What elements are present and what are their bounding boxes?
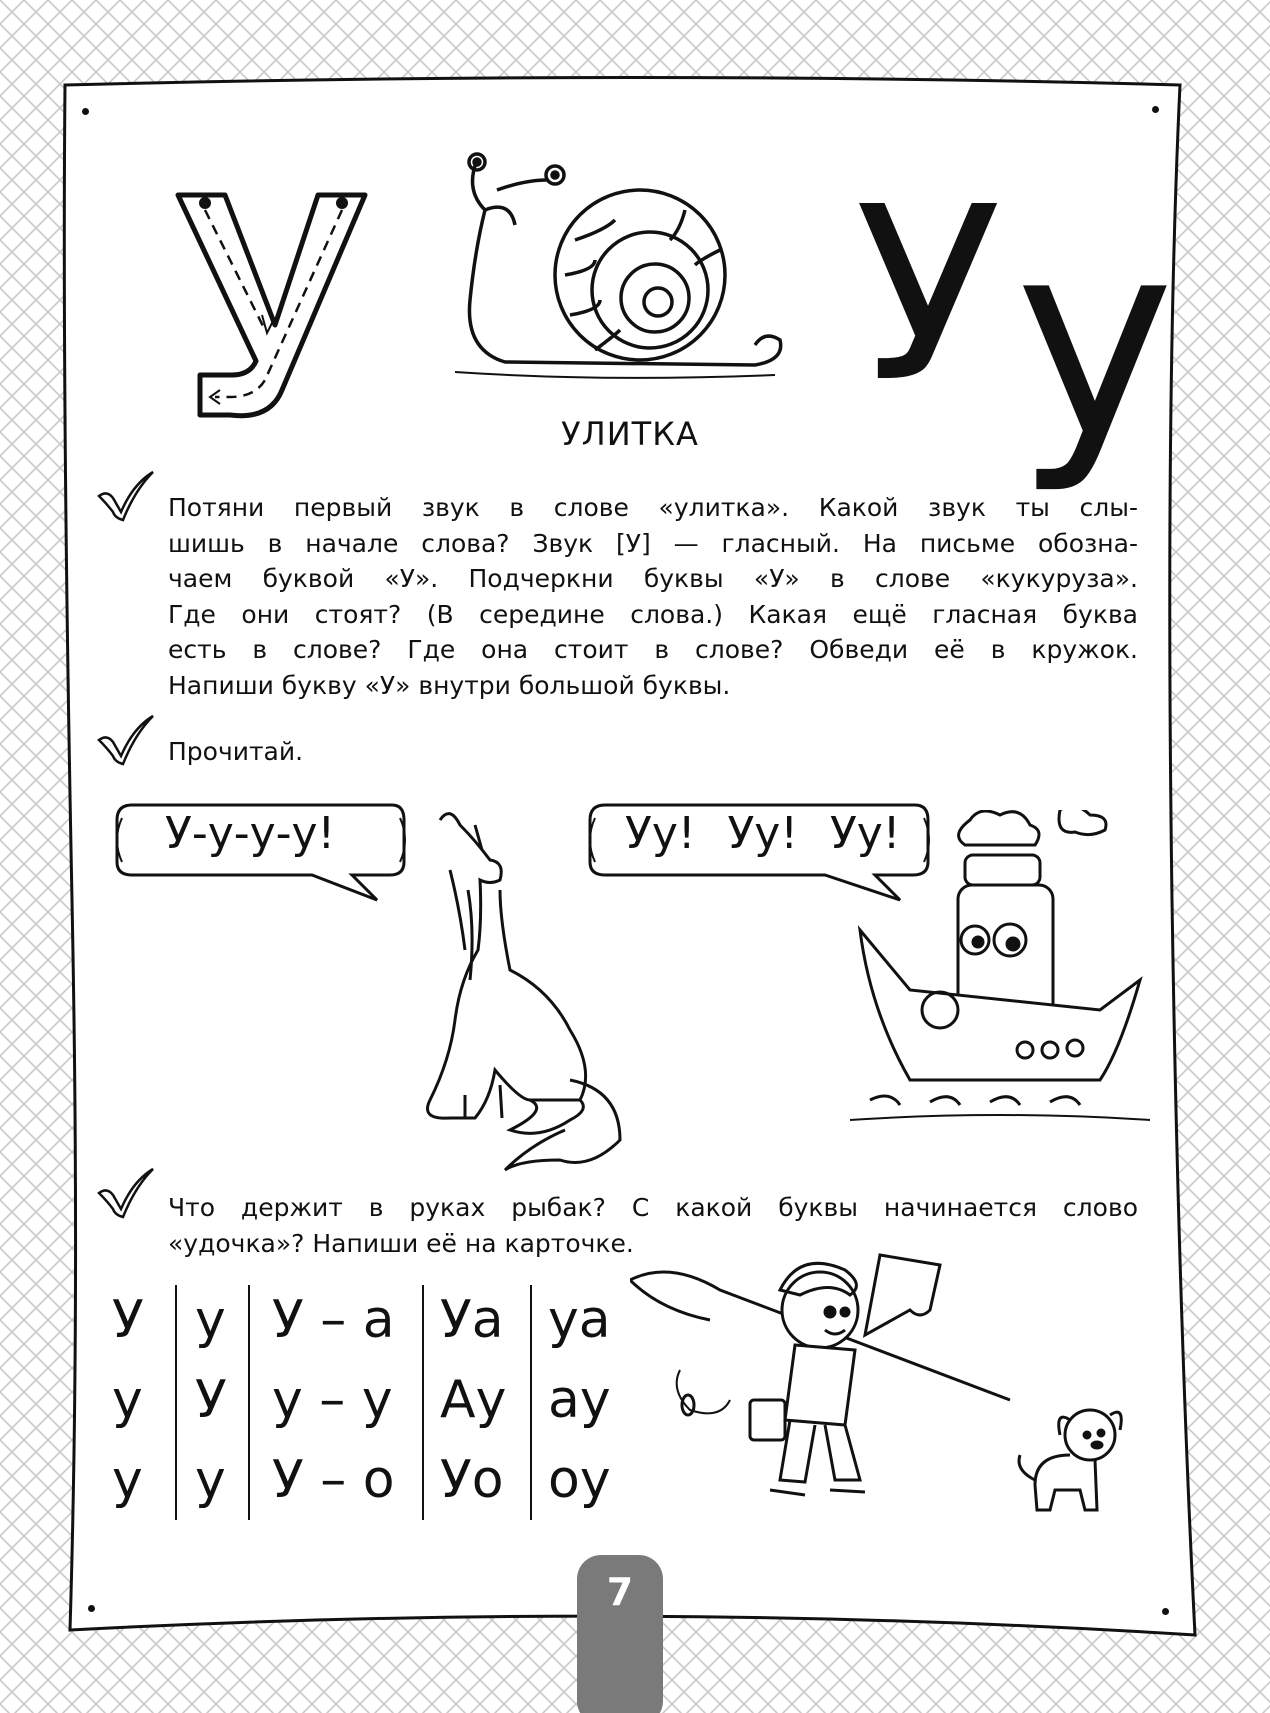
pin-bottom-left [88,1605,95,1612]
task-3-line: «удочка»? Напиши её на карточке. [168,1228,634,1258]
pin-top-right [1152,106,1159,113]
checkmark-icon [95,1165,157,1223]
big-lowercase-letter: у [1015,182,1175,497]
syllable-cell: у [195,1450,226,1510]
checkmark-icon [95,468,157,526]
task-1-line: Где они стоят? (В середине слова.) Какая ещё гласная буква [168,599,1138,629]
syllable-cell: у [112,1450,143,1510]
printed-letters [855,155,1175,497]
table-divider [175,1285,177,1520]
task-1-line: чаем буквой «У». Подчеркни буквы «У» в слове «кукуруза». [168,564,1138,594]
syllable-cell: У – о [272,1450,395,1510]
ship-illustration [850,810,1150,1130]
puppy-illustration [1015,1400,1130,1520]
task-1-line: есть в слове? Где она стоит в слове? Обведи её в кружок. [168,635,1138,665]
syllable-cell: Уа [440,1290,504,1350]
syllable-column [195,1285,227,1525]
syllable-table [100,1285,620,1535]
tracing-letter-u[interactable] [170,175,370,425]
task-1-line: Потяни первый звук в слове «улитка». Какой звук ты слы- [168,493,1138,522]
syllable-column [440,1285,506,1525]
syllable-cell: у [112,1370,143,1430]
table-divider [248,1285,250,1520]
checkmark-icon [95,712,157,770]
syllable-cell: Уо [440,1450,504,1510]
syllable-cell: ау [548,1370,611,1430]
syllable-cell: У – а [272,1290,395,1350]
task-1-line: Напиши букву «У» внутри большой буквы. [168,670,731,700]
syllable-column [272,1285,395,1525]
pin-bottom-right [1162,1608,1169,1615]
page-number: 7 [606,1570,634,1614]
task-3-line: Что держит в руках рыбак? С какой буквы начинается слово [168,1193,1138,1222]
task-1-line: шишь в начале слова? Звук [У] — гласный. На письме обозна- [168,528,1138,558]
syllable-cell: у – у [272,1370,393,1430]
snail-illustration [455,150,795,400]
word-caption: УЛИТКА [561,415,699,453]
wolf-bubble-text: У-у-у-у! [165,808,336,859]
table-divider [530,1285,532,1520]
syllable-cell: Ау [440,1370,507,1430]
fisherman-illustration [630,1250,1030,1550]
syllable-cell: У [112,1290,144,1350]
wolf-illustration [420,800,640,1180]
syllable-column [112,1285,144,1525]
syllable-column [548,1285,611,1525]
ship-bubble-text: Уу! Уу! Уу! [625,808,901,859]
syllable-cell: оу [548,1450,611,1510]
syllable-cell: У [195,1370,227,1430]
syllable-cell: у [195,1290,226,1350]
task-1-text [168,490,1138,704]
task-2-text: Прочитай. [168,737,304,766]
big-uppercase-letter: У [855,155,1002,435]
pin-top-left [82,108,89,115]
syllable-cell: уа [548,1290,611,1350]
table-divider [422,1285,424,1520]
